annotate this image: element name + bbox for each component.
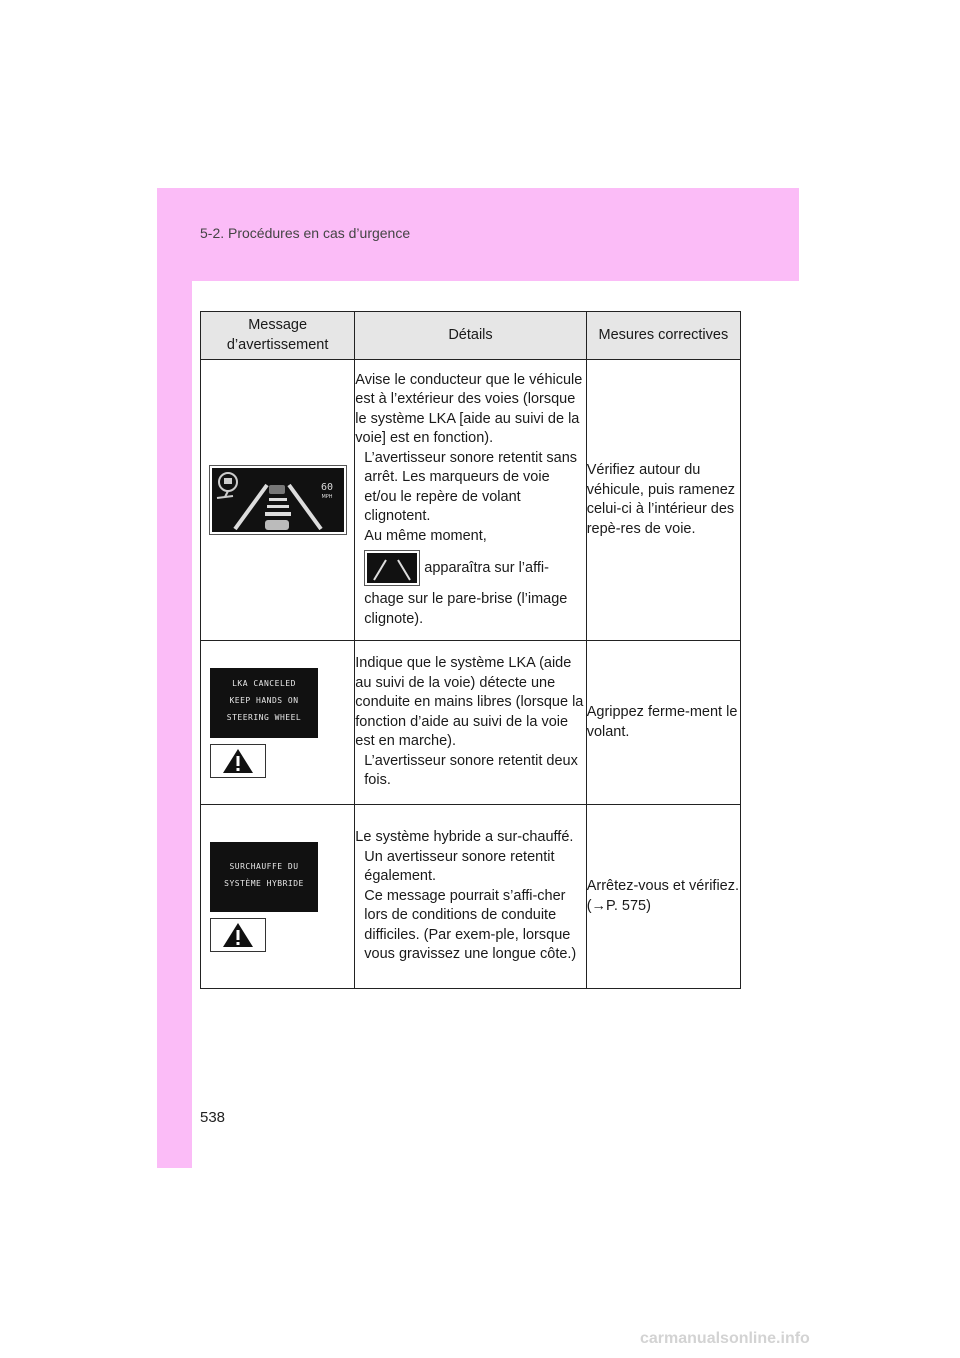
speed-unit: MPH xyxy=(321,494,333,500)
table-row xyxy=(201,641,741,805)
measures-cell: Agrippez ferme-ment le volant. xyxy=(586,641,740,805)
table-row xyxy=(201,360,741,641)
lane-departure-display xyxy=(201,360,355,641)
details-sub: Un avertisseur sonore retentit également. xyxy=(364,848,555,885)
display-line: STEERING WHEEL xyxy=(226,712,302,722)
display-line: LKA CANCELED xyxy=(232,678,296,688)
lka-canceled-display xyxy=(201,641,355,805)
table-header-row xyxy=(201,312,741,360)
details-cell xyxy=(355,641,586,805)
table-row xyxy=(201,805,741,989)
details-main: Indique que le système LKA (aide au suivi de la voie) détecte une conduite en mains libres (lorsque la fonction d’aide au suivi de la voie est en marche). xyxy=(355,655,584,750)
lane-marker-icon xyxy=(364,550,420,586)
measures-cell: Vérifiez autour du véhicule, puis ramenez celui-ci à l’intérieur des repè-res de voie. xyxy=(586,360,740,641)
page-number: 538 xyxy=(200,1109,226,1126)
measures-cell: Arrêtez-vous et vérifiez. (→P. 575) xyxy=(586,805,740,989)
details-main: Le système hybride a sur-chauffé. xyxy=(355,829,574,846)
hybrid-overheat-display xyxy=(201,805,355,989)
details-sub: apparaîtra sur l’affi- xyxy=(424,560,549,577)
lka-display-screen xyxy=(210,668,318,738)
details-main: Avise le conducteur que le véhicule est à l’extérieur des voies (lorsque le système LKA [aide au suivi de la voie] est en fonction). xyxy=(355,371,583,447)
lane-departure-display-icon xyxy=(209,465,347,535)
warning-triangle-icon xyxy=(210,744,266,778)
section-title: 5-2. Procédures en cas d’urgence xyxy=(200,225,411,241)
header-measures: Mesures correctives xyxy=(586,312,740,360)
overheat-display-screen xyxy=(210,842,318,912)
details-cell xyxy=(355,805,586,989)
header-message: Message d’avertissement xyxy=(201,312,355,360)
details-sub: chage sur le pare-brise (l’image clignote). xyxy=(364,591,568,627)
details-sub: L’avertisseur sonore retentit deux fois. xyxy=(364,752,578,789)
speed-value: 60 xyxy=(320,482,333,493)
side-strip xyxy=(157,281,192,1168)
header-details: Détails xyxy=(355,312,586,360)
details-sub: L’avertisseur sonore retentit sans arrêt. Les marqueurs de voie et/ou le repère de volant clignotent. xyxy=(364,449,578,525)
display-line: KEEP HANDS ON xyxy=(229,695,299,705)
details-cell xyxy=(355,360,586,641)
warning-triangle-icon xyxy=(210,918,266,952)
footer-site-watermark: carmanualsonline.info xyxy=(640,1330,810,1347)
display-line: SURCHAUFFE DU xyxy=(229,861,299,871)
display-line: SYSTÈME HYBRIDE xyxy=(224,878,304,888)
details-sub: Ce message pourrait s’affi-cher lors de conditions de conduite difficiles. (Par exem-ple, lorsque vous gravissez une longue côte.) xyxy=(364,887,577,963)
details-sub: Au même moment, xyxy=(364,527,487,544)
warning-table xyxy=(200,311,741,989)
